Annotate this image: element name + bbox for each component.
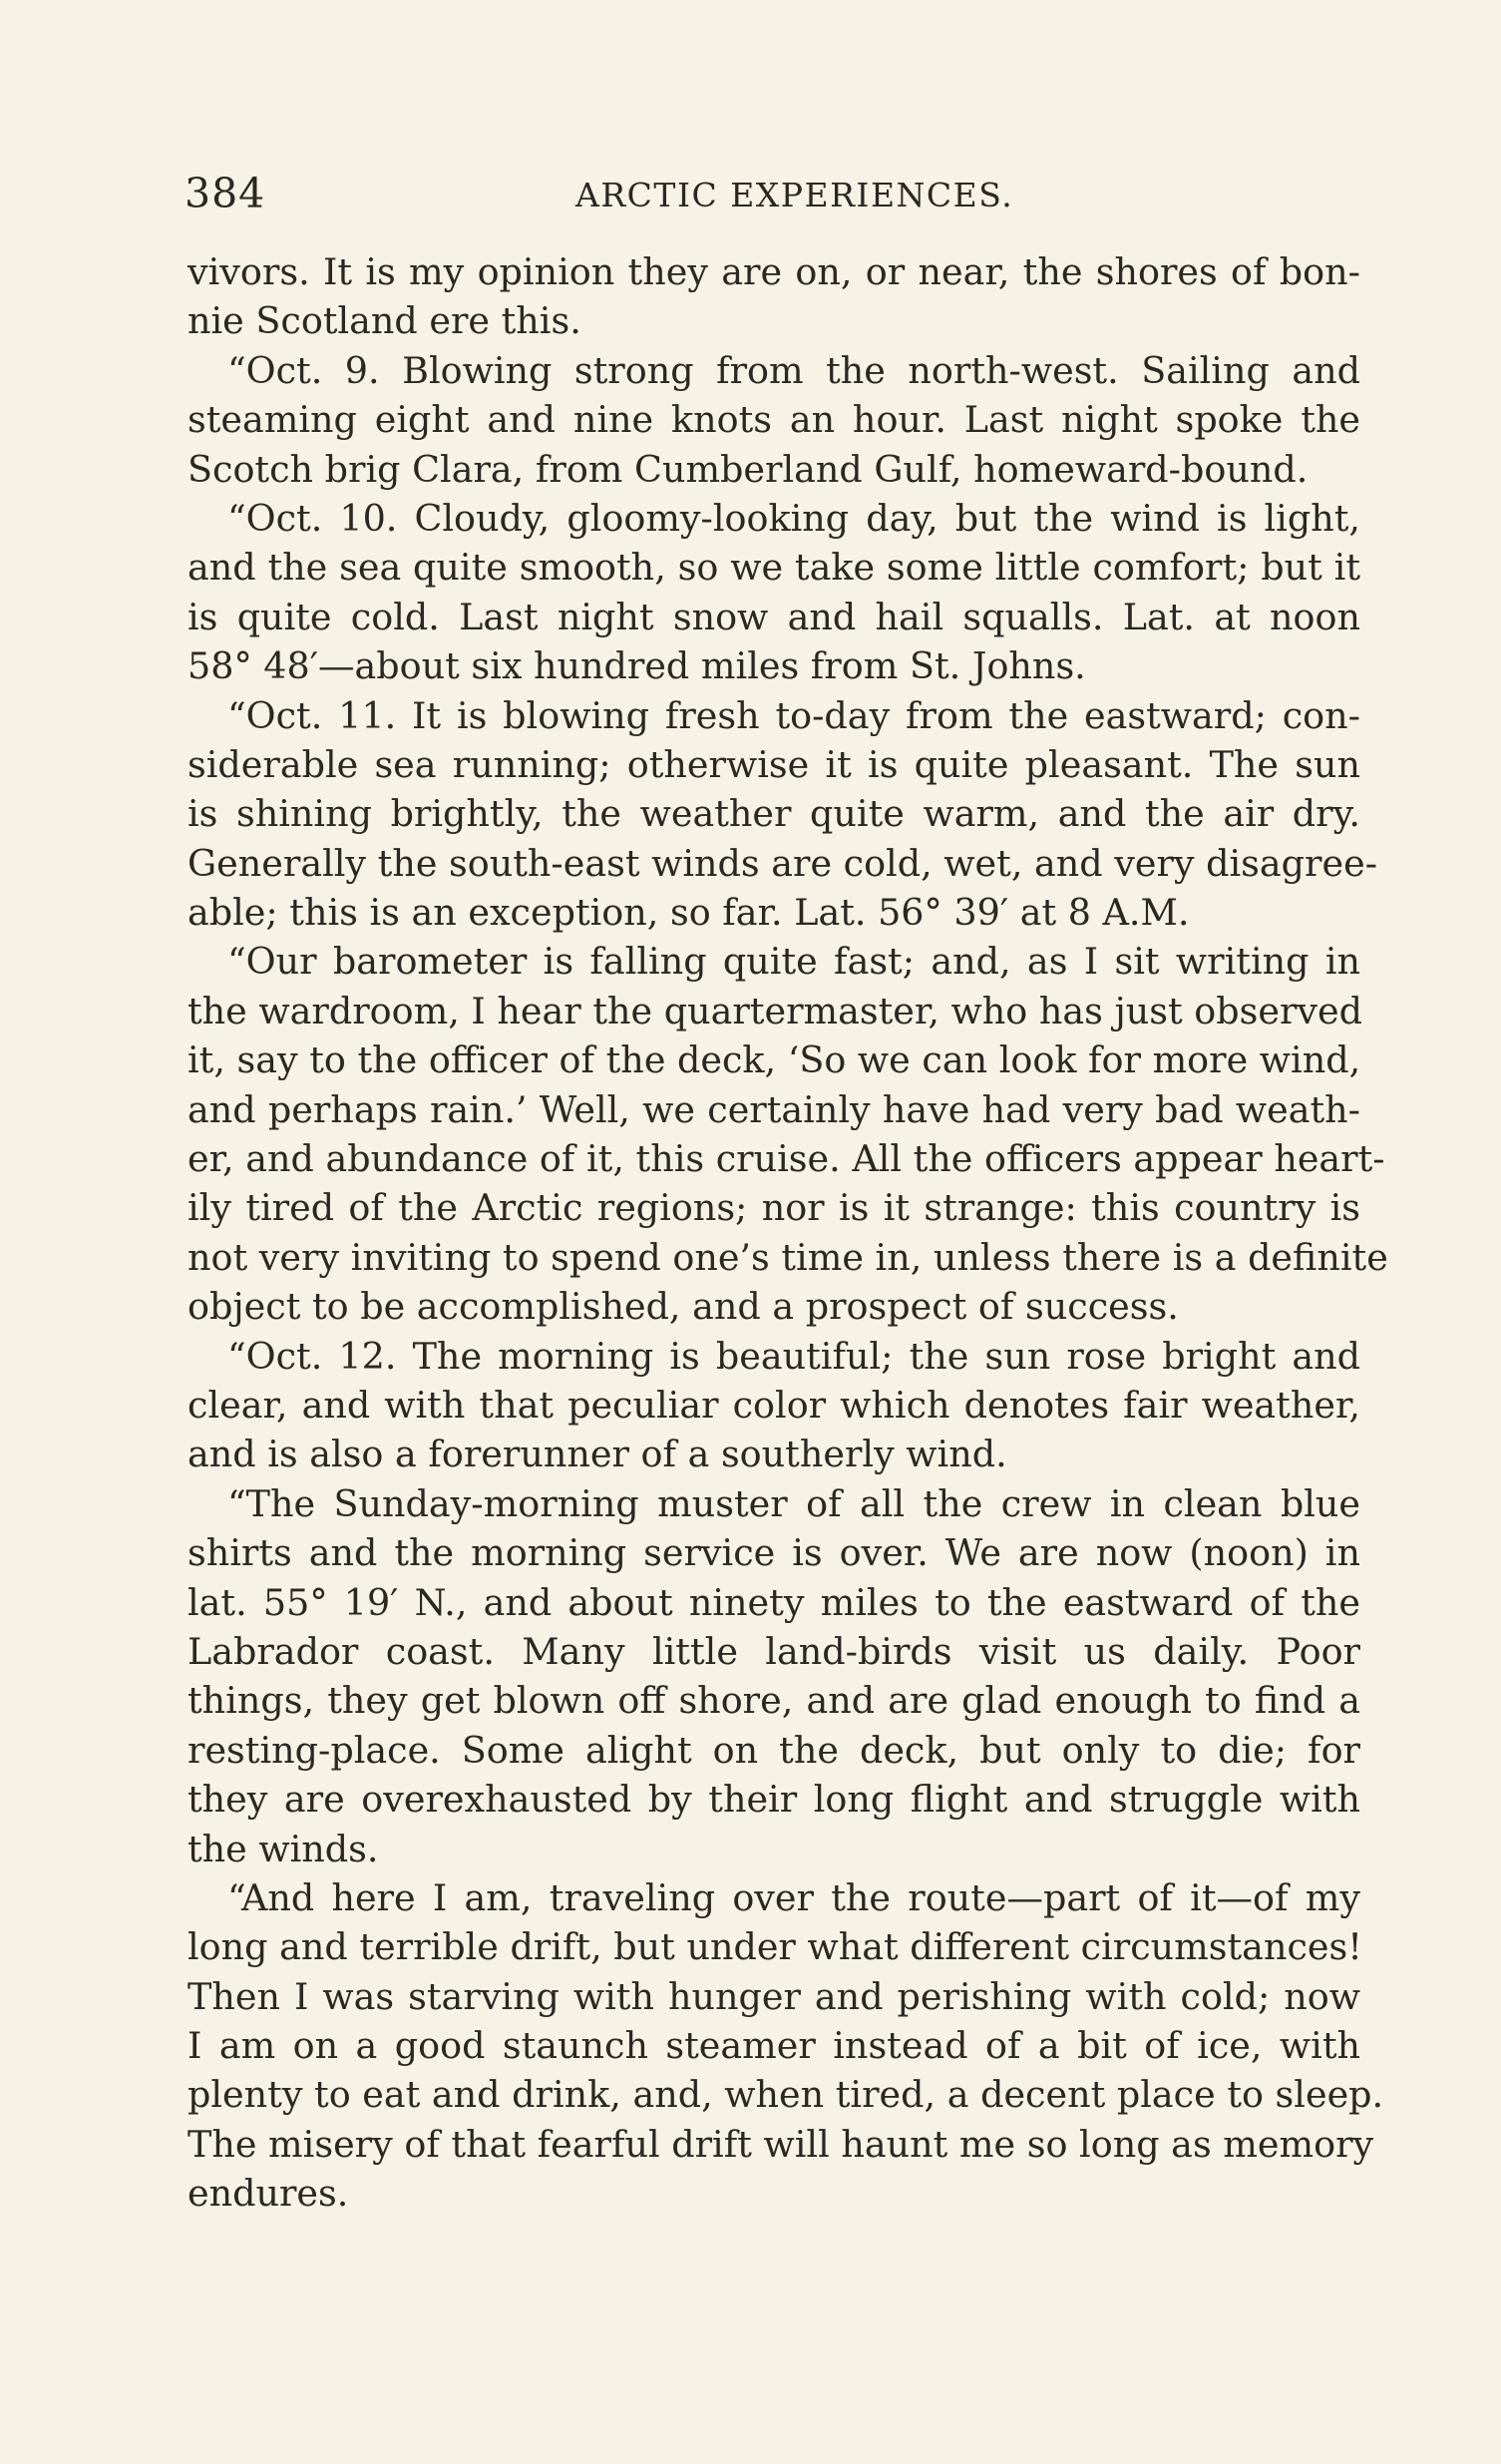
page-header bbox=[185, 162, 1381, 221]
text-line: Scotch brig Clara, from Cumberland Gulf, homeward-bound. bbox=[188, 447, 1309, 491]
text-line: steaming eight and nine knots an hour. Last night spoke the bbox=[188, 398, 1360, 442]
text-line: vivors. It is my opinion they are on, or near, the shores of bon- bbox=[188, 250, 1360, 293]
text-line: the wardroom, I hear the quartermaster, who has just observed bbox=[188, 989, 1362, 1032]
text-line: Labrador coast. Many little land-birds visit us daily. Poor bbox=[188, 1629, 1360, 1673]
text-line: and the sea quite smooth, so we take some little comfort; but it bbox=[188, 546, 1360, 590]
text-line: nie Scotland ere this. bbox=[188, 299, 581, 343]
text-line: er, and abundance of it, this cruise. All the officers appear heart- bbox=[188, 1137, 1385, 1181]
text-line: “Oct. 10. Cloudy, gloomy-looking day, but the wind is light, bbox=[227, 496, 1360, 540]
text-line: able; this is an exception, so far. Lat. 56° 39′ at 8 A.M. bbox=[188, 891, 1190, 935]
text-line: long and terrible drift, but under what different circumstances! bbox=[188, 1925, 1362, 1969]
text-line: Generally the south-east winds are cold, wet, and very disagree- bbox=[188, 841, 1378, 885]
text-line: object to be accomplished, and a prospect of success. bbox=[188, 1285, 1179, 1329]
text-line: 58° 48′—about six hundred miles from St. Johns. bbox=[188, 644, 1086, 688]
running-head: ARCTIC EXPERIENCES. bbox=[575, 176, 1014, 214]
text-line: is shining brightly, the weather quite warm, and the air dry. bbox=[188, 792, 1360, 836]
text-line: “Oct. 12. The morning is beautiful; the sun rose bright and bbox=[227, 1334, 1360, 1378]
text-line: endures. bbox=[188, 2172, 349, 2216]
page-number: 384 bbox=[185, 170, 266, 217]
text-line: plenty to eat and drink, and, when tired, a decent place to sleep. bbox=[188, 2073, 1384, 2117]
text-line: “Our barometer is falling quite fast; and, as I sit writing in bbox=[227, 940, 1360, 984]
text-line: and perhaps rain.’ Well, we certainly have had very bad weath- bbox=[188, 1087, 1360, 1131]
text-line: The misery of that fearful drift will haunt me so long as memory bbox=[188, 2122, 1374, 2166]
text-line: and is also a forerunner of a southerly wind. bbox=[188, 1433, 1007, 1476]
text-line: Then I was starving with hunger and perishing with cold; now bbox=[188, 1974, 1360, 2018]
text-line: is quite cold. Last night snow and hail squalls. Lat. at noon bbox=[188, 595, 1360, 638]
text-line: they are overexhausted by their long flight and struggle with bbox=[188, 1778, 1360, 1822]
text-line: things, they get blown off shore, and are glad enough to find a bbox=[188, 1679, 1360, 1723]
text-line: siderable sea running; otherwise it is quite pleasant. The sun bbox=[188, 742, 1360, 786]
text-line: lat. 55° 19′ N., and about ninety miles to the eastward of the bbox=[188, 1580, 1360, 1624]
body-text bbox=[188, 247, 1388, 2219]
text-line: resting-place. Some alight on the deck, but only to die; for bbox=[188, 1728, 1360, 1772]
text-line: not very inviting to spend one’s time in, unless there is a definite bbox=[188, 1235, 1388, 1279]
text-line: I am on a good staunch steamer instead of a bit of ice, with bbox=[188, 2024, 1360, 2068]
text-line: clear, and with that peculiar color which denotes fair weather, bbox=[188, 1383, 1360, 1427]
text-line: shirts and the morning service is over. We are now (noon) in bbox=[188, 1531, 1360, 1575]
text-line: it, say to the officer of the deck, ‘So we can look for more wind, bbox=[188, 1038, 1361, 1082]
text-line: ily tired of the Arctic regions; nor is it strange: this country is bbox=[188, 1186, 1360, 1230]
text-line: the winds. bbox=[188, 1827, 379, 1870]
text-line: “And here I am, traveling over the route—part of it—of my bbox=[227, 1875, 1360, 1919]
text-line: “Oct. 11. It is blowing fresh to-day from the eastward; con- bbox=[227, 693, 1360, 737]
text-line: “The Sunday-morning muster of all the crew in clean blue bbox=[227, 1481, 1360, 1525]
text-line: “Oct. 9. Blowing strong from the north-west. Sailing and bbox=[227, 348, 1360, 392]
